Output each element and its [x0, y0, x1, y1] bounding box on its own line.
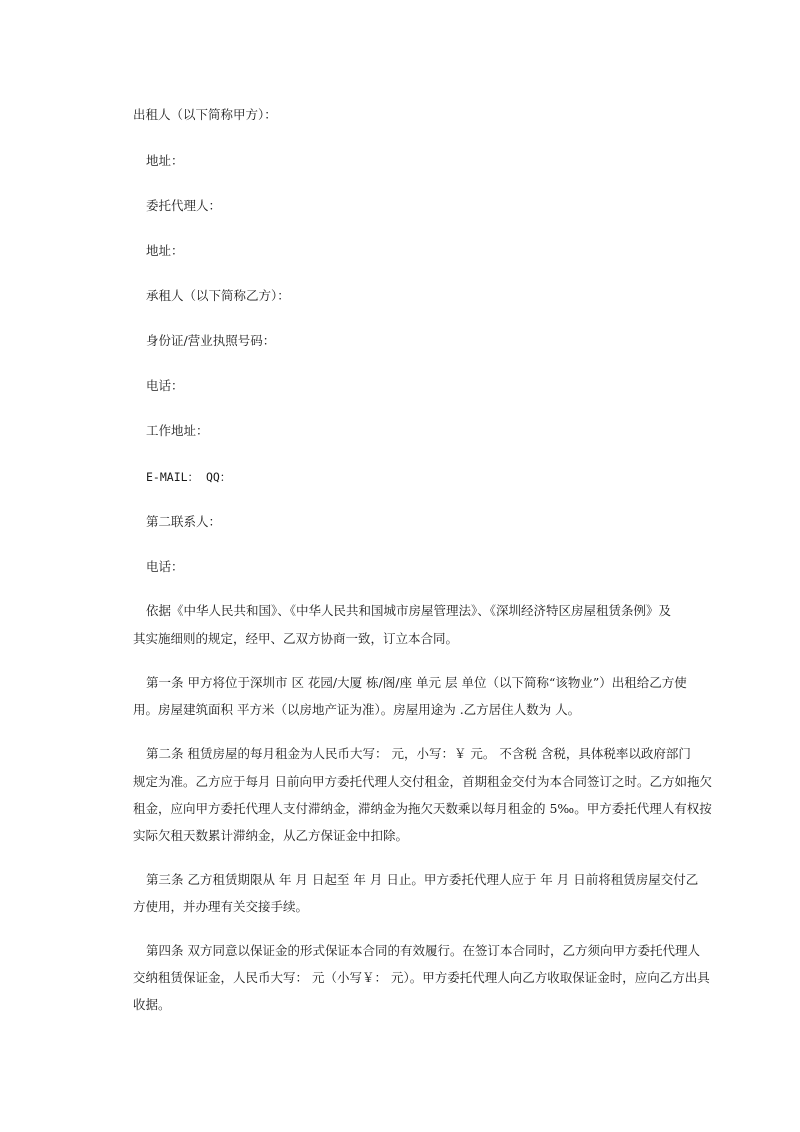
second-phone-label: 电话：: [146, 559, 184, 574]
article-2-line-1: 第二条 租赁房屋的每月租金为人民币大写： 元，小写：￥ 元。 不含税 含税，具体税率以政府部门: [146, 746, 691, 761]
agent-label: 委托代理人：: [146, 198, 222, 213]
preamble-line-2: 其实施细则的规定，经甲、乙双方协商一致，订立本合同。: [133, 631, 459, 646]
lessee-label: 承租人（以下简称乙方）：: [146, 288, 290, 303]
id-number-label: 身份证/营业执照号码：: [146, 333, 276, 348]
work-address-label: 工作地址：: [146, 423, 209, 438]
preamble-line-1: 依据《中华人民共和国》、《中华人民共和国城市房屋管理法》、《深圳经济特区房屋租赁条例》及: [146, 603, 672, 618]
article-4-line-1: 第四条 双方同意以保证金的形式保证本合同的有效履行。在签订本合同时，乙方须向甲方委托代理人: [146, 943, 700, 958]
second-contact-label: 第二联系人：: [146, 514, 222, 529]
lessor-label: 出租人（以下简称甲方）：: [133, 107, 277, 122]
email-qq-label: E-MAIL： QQ：: [146, 470, 232, 484]
article-4-line-3: 收据。: [133, 997, 171, 1012]
lessor-address-label: 地址：: [146, 153, 184, 168]
article-4-line-2: 交纳租赁保证金，人民币大写： 元（小写￥： 元）。甲方委托代理人向乙方收取保证金时，应向乙方出具: [133, 970, 710, 985]
article-2-line-2: 规定为准。乙方应于每月 日前向甲方委托代理人交付租金，首期租金交付为本合同签订之时。乙方如拖欠: [133, 774, 712, 789]
agent-address-label: 地址：: [146, 243, 184, 258]
article-3-line-2: 方使用，并办理有关交接手续。: [133, 899, 309, 914]
article-3-line-1: 第三条 乙方租赁期限从 年 月 日起至 年 月 日止。甲方委托代理人应于 年 月 日前将租赁房屋交付乙: [146, 872, 699, 887]
phone-label: 电话：: [146, 378, 184, 393]
article-2-line-4: 实际欠租天数累计滞纳金，从乙方保证金中扣除。: [133, 828, 409, 843]
article-1-line-1: 第一条 甲方将位于深圳市 区 花园/大厦 栋/阁/座 单元 层 单位（以下简称“该物业”）出租给乙方使: [146, 675, 687, 690]
article-2-line-3: 租金，应向甲方委托代理人支付滞纳金，滞纳金为拖欠天数乘以每月租金的 5‰。甲方委托代理人有权按: [133, 801, 712, 816]
article-1-line-2: 用。房屋建筑面积 平方米（以房地产证为准）。房屋用途为 .乙方居住人数为 人。: [133, 702, 581, 717]
